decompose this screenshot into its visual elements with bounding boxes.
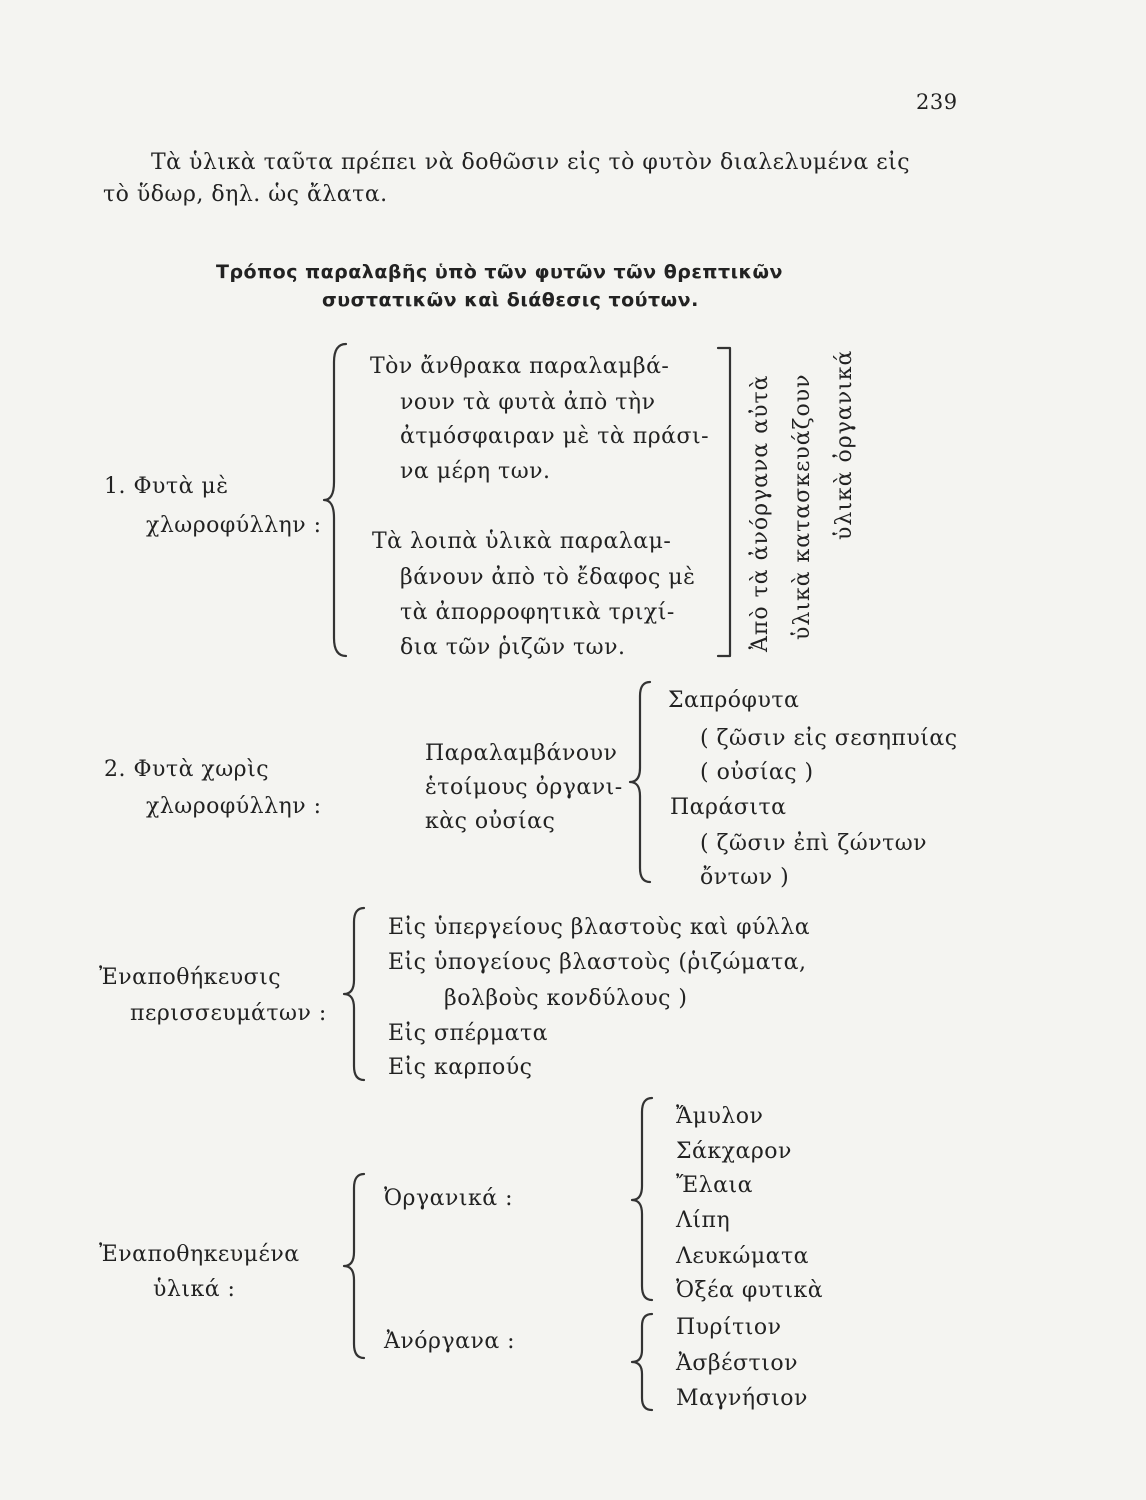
intro-line-1: Τὰ ὑλικὰ ταῦτα πρέπει νὰ δοθῶσιν εἰς τὸ φυτὸν διαλελυμένα εἰς — [151, 150, 911, 175]
inorganic-item: Πυρίτιον — [676, 1315, 782, 1340]
vertical-text-1: Ἀπὸ τὰ ἀνόργανα αὐτὰ — [748, 374, 773, 652]
saprophytes-desc: ( οὐσίας ) — [700, 760, 814, 785]
brace-organic — [634, 1096, 664, 1306]
brace-stored-materials — [346, 1172, 376, 1372]
organic-item: Λευκώματα — [676, 1244, 810, 1269]
organic-item: Λίπη — [676, 1208, 731, 1233]
intro-line-2: τὸ ὕδωρ, δηλ. ὡς ἄλατα. — [103, 182, 388, 207]
section-heading-line-1: Τρόπος παραλαβῆς ὑπὸ τῶν φυτῶν τῶν θρεπτικῶν — [216, 261, 783, 283]
without-chlorophyll-label-2: χλωροφύλλην : — [146, 794, 322, 819]
saprophytes-desc: ( ζῶσιν εἰς σεσηπυίας — [700, 726, 958, 751]
storage-surplus-item: βολβοὺς κονδύλους ) — [444, 986, 688, 1011]
parasites-label: Παράσιτα — [670, 795, 787, 820]
parasites-desc: ( ζῶσιν ἐπὶ ζώντων — [700, 831, 928, 856]
brace-with-chlorophyll — [326, 342, 356, 662]
inorganic-label: Ἀνόργανα : — [384, 1329, 516, 1354]
soil-line: βάνουν ἀπὸ τὸ ἔδαφος μὲ — [400, 565, 696, 590]
page-number: 239 — [916, 90, 958, 114]
storage-surplus-label-2: περισσευμάτων : — [130, 1001, 327, 1026]
brace-without-chlorophyll — [632, 680, 662, 890]
carbon-line: να μέρη των. — [400, 459, 551, 484]
carbon-line: Τὸν ἄνθρακα παραλαμβά- — [370, 354, 670, 379]
section-heading-line-2: συστατικῶν καὶ διάθεσις τούτων. — [322, 289, 699, 311]
inorganic-item: Ἀσβέστιον — [676, 1351, 798, 1376]
brace-storage-surplus — [346, 906, 376, 1086]
organic-item: Ἔλαια — [676, 1173, 753, 1198]
bracket-right — [718, 346, 748, 666]
soil-line: Τὰ λοιπὰ ὑλικὰ παραλαμ- — [372, 529, 672, 554]
organic-item: Ἄμυλον — [676, 1104, 764, 1129]
receive-ready-line: ἑτοίμους ὀργανι- — [425, 775, 623, 800]
storage-surplus-label-1: Ἐναποθήκευσις — [99, 965, 282, 990]
soil-line: τὰ ἀπορροφητικὰ τριχί- — [400, 600, 675, 625]
storage-surplus-item: Εἰς καρπούς — [388, 1055, 533, 1080]
stored-materials-label-2: ὑλικά : — [153, 1277, 236, 1302]
vertical-text-2: ὑλικὰ κατασκευάζουν — [790, 373, 815, 640]
organic-label: Ὀργανικά : — [384, 1186, 513, 1211]
receive-ready-line: κὰς οὐσίας — [425, 809, 556, 834]
brace-inorganic — [634, 1312, 664, 1422]
with-chlorophyll-label-1: 1. Φυτὰ μὲ — [104, 474, 229, 499]
stored-materials-label-1: Ἐναποθηκευμένα — [99, 1242, 300, 1267]
inorganic-item: Μαγνήσιον — [676, 1386, 808, 1411]
organic-item: Ὀξέα φυτικὰ — [676, 1278, 824, 1303]
carbon-line: νουν τὰ φυτὰ ἀπὸ τὴν — [400, 390, 656, 415]
storage-surplus-item: Εἰς ὑπεργείους βλαστοὺς καὶ φύλλα — [388, 915, 811, 940]
parasites-desc: ὄντων ) — [700, 865, 790, 890]
with-chlorophyll-label-2: χλωροφύλλην : — [146, 513, 322, 538]
soil-line: δια τῶν ῥιζῶν των. — [400, 635, 626, 660]
without-chlorophyll-label-1: 2. Φυτὰ χωρὶς — [104, 757, 270, 782]
vertical-text-3: ὑλικὰ ὀργανικά — [832, 349, 857, 540]
saprophytes-label: Σαπρόφυτα — [668, 688, 800, 713]
receive-ready-line: Παραλαμβάνουν — [425, 741, 618, 766]
carbon-line: ἀτμόσφαιραν μὲ τὰ πράσι- — [400, 424, 710, 449]
storage-surplus-item: Εἰς σπέρματα — [388, 1021, 548, 1046]
organic-item: Σάκχαρον — [676, 1139, 792, 1164]
storage-surplus-item: Εἰς ὑπογείους βλαστοὺς (ῥιζώματα, — [388, 950, 807, 975]
